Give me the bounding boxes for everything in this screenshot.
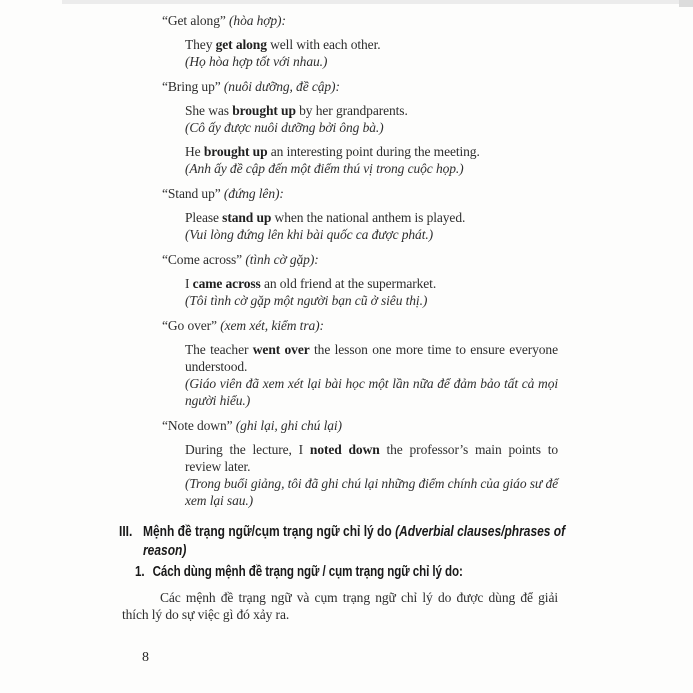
phrasal-verb-term: “Note down” xyxy=(162,418,233,433)
phrasal-verb-meaning: (xem xét, kiểm tra): xyxy=(216,318,324,333)
example-translation: (Giáo viên đã xem xét lại bài học một lần nữa để đảm bảo tất cả mọi người hiểu.) xyxy=(185,376,558,408)
phrasal-verb-bold: get along xyxy=(215,37,267,52)
body-paragraph: Các mệnh đề trạng ngữ và cụm trạng ngữ chỉ lý do được dùng để giải thích lý do sự việc gì đó xảy ra. xyxy=(122,590,558,622)
phrasal-verb-bold: stand up xyxy=(222,210,272,225)
subsection-title: Cách dùng mệnh đề trạng ngữ / cụm trạng ngữ chỉ lý do: xyxy=(152,564,463,580)
example-translation: (Anh ấy đề cập đến một điểm thú vị trong cuộc họp.) xyxy=(185,161,464,176)
section-heading xyxy=(119,522,566,560)
phrasal-verb-term: “Come across” xyxy=(162,252,243,267)
section-title-vietnamese: Mệnh đề trạng ngữ/cụm trạng ngữ chỉ lý do xyxy=(143,523,396,540)
example-translation: (Trong buổi giảng, tôi đã ghi chú lại những điểm chính của giáo sư để xem lại sau.) xyxy=(185,476,558,508)
phrasal-verb-meaning: (tình cờ gặp): xyxy=(242,252,319,267)
example-sentence: He brought up an interesting point during the meeting. xyxy=(185,144,480,159)
phrasal-verb-header xyxy=(162,317,558,334)
phrasal-verb-block xyxy=(122,317,558,409)
example-sentence: She was brought up by her grandparents. xyxy=(185,103,408,118)
phrasal-verb-meaning: (đứng lên): xyxy=(220,186,284,201)
page-number: 8 xyxy=(142,650,149,665)
example-sentence: The teacher went over the lesson one more time to ensure everyone understood. xyxy=(185,342,558,374)
phrasal-verb-term: “Go over” xyxy=(162,318,217,333)
example-sentence: I came across an old friend at the supermarket. xyxy=(185,276,437,291)
phrasal-verb-block xyxy=(122,185,558,243)
phrasal-verb-header xyxy=(162,185,558,202)
phrasal-verb-term: “Bring up” xyxy=(162,79,221,94)
example-translation: (Họ hòa hợp tốt với nhau.) xyxy=(185,54,328,69)
phrasal-verb-block xyxy=(122,12,558,70)
phrasal-verb-bold: went over xyxy=(252,342,310,357)
phrasal-verb-bold: brought up xyxy=(203,144,268,159)
phrasal-verb-bold: noted down xyxy=(309,442,380,457)
section-title-english: (Adverbial clauses/phrases of reason) xyxy=(143,523,566,559)
phrasal-verb-block xyxy=(122,78,558,177)
phrasal-verb-bold: brought up xyxy=(232,103,296,118)
phrasal-verb-meaning: (nuôi dưỡng, đề cập): xyxy=(220,79,340,94)
subsection-number: 1. xyxy=(135,564,145,580)
page-top-corner-shadow xyxy=(679,0,693,7)
phrasal-verb-header xyxy=(162,251,558,268)
example-translation: (Cô ấy được nuôi dưỡng bởi ông bà.) xyxy=(185,120,384,135)
example-sentence: They get along well with each other. xyxy=(185,37,381,52)
phrasal-verb-term: “Stand up” xyxy=(162,186,221,201)
phrasal-verb-meaning: (ghi lại, ghi chú lại) xyxy=(232,418,342,433)
example-translation: (Vui lòng đứng lên khi bài quốc ca được phát.) xyxy=(185,227,434,242)
example-sentence: Please stand up when the national anthem is played. xyxy=(185,210,466,225)
example-sentence: During the lecture, I noted down the professor’s main points to review later. xyxy=(185,442,558,474)
phrasal-verb-term: “Get along” xyxy=(162,13,226,28)
section-numeral: III. xyxy=(119,523,133,540)
phrasal-verb-block xyxy=(122,417,558,509)
example-translation: (Tôi tình cờ gặp một người bạn cũ ở siêu thị.) xyxy=(185,293,428,308)
phrasal-verb-bold: came across xyxy=(192,276,261,291)
phrasal-verb-header xyxy=(162,12,558,29)
page-top-edge-shadow xyxy=(62,0,693,4)
phrasal-verb-block xyxy=(122,251,558,309)
phrasal-verb-header xyxy=(162,417,558,434)
section-title xyxy=(143,522,567,560)
phrasal-verb-header xyxy=(162,78,558,95)
subsection-heading xyxy=(135,563,558,582)
phrasal-verb-meaning: (hòa hợp): xyxy=(225,13,286,28)
